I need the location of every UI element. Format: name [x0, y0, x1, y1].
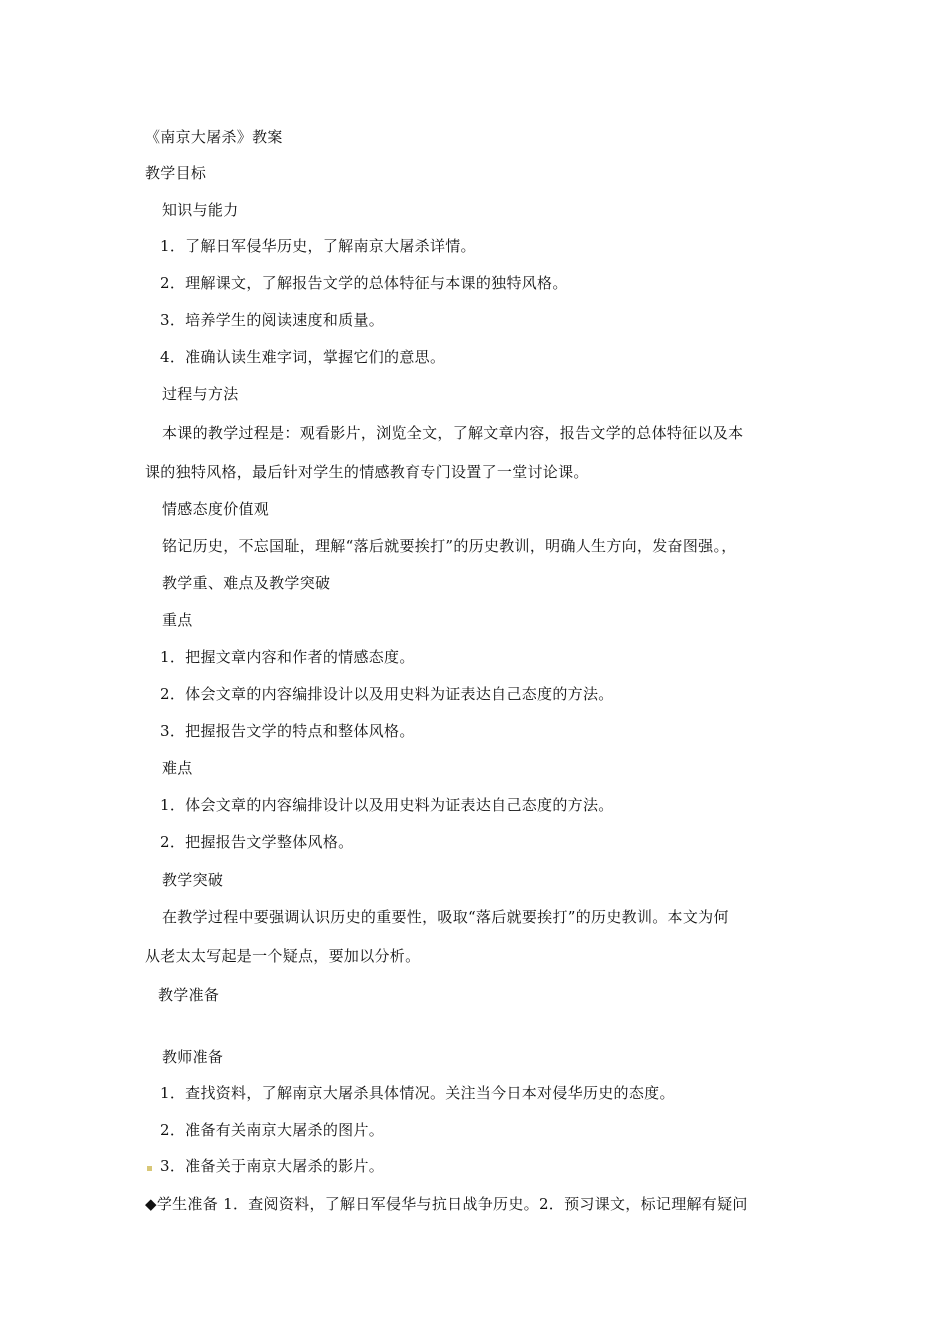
goals-heading: 教学目标 — [145, 164, 207, 182]
difficult-point-item-2: 2．把握报告文学整体风格。 — [160, 833, 354, 851]
knowledge-item-1: 1．了解日军侵华历史，了解南京大屠杀详情。 — [160, 237, 476, 255]
key-point-item-1: 1．把握文章内容和作者的情感态度。 — [160, 648, 415, 666]
knowledge-item-3: 3．培养学生的阅读速度和质量。 — [160, 311, 385, 329]
key-point-item-3: 3．把握报告文学的特点和整体风格。 — [160, 722, 415, 740]
breakthrough-heading: 教学突破 — [162, 871, 224, 889]
teacher-prep-heading: 教师准备 — [162, 1048, 224, 1066]
key-points-heading: 重点 — [162, 611, 193, 629]
breakthrough-paragraph-line-2: 从老太太写起是一个疑点，要加以分析。 — [145, 947, 421, 965]
prep-heading: 教学准备 — [158, 986, 220, 1004]
student-prep-line: ◆学生准备 1．查阅资料，了解日军侵华与抗日战争历史。2．预习课文，标记理解有疑问 — [145, 1195, 748, 1213]
emotion-heading: 情感态度价值观 — [162, 500, 270, 518]
knowledge-item-4: 4．准确认读生难字词，掌握它们的意思。 — [160, 348, 446, 366]
key-difficult-heading: 教学重、难点及教学突破 — [162, 574, 331, 592]
emotion-paragraph: 铭记历史，不忘国耻，理解“落后就要挨打”的历史教训，明确人生方向，发奋图强。， — [162, 537, 737, 555]
knowledge-item-2: 2．理解课文，了解报告文学的总体特征与本课的独特风格。 — [160, 274, 568, 292]
process-paragraph-line-1: 本课的教学过程是：观看影片，浏览全文，了解文章内容，报告文学的总体特征以及本 — [162, 424, 744, 442]
breakthrough-paragraph-line-1: 在教学过程中要强调认识历史的重要性，吸取“落后就要挨打”的历史教训。本文为何 — [162, 908, 729, 926]
teacher-prep-item-3: 3．准备关于南京大屠杀的影片。 — [160, 1157, 385, 1175]
teacher-prep-item-1: 1．查找资料，了解南京大屠杀具体情况。关注当今日本对侵华历史的态度。 — [160, 1084, 675, 1102]
process-heading: 过程与方法 — [162, 385, 239, 403]
difficult-points-heading: 难点 — [162, 759, 193, 777]
knowledge-heading: 知识与能力 — [162, 201, 239, 219]
document-title: 《南京大屠杀》教案 — [145, 128, 283, 146]
square-bullet-icon — [147, 1166, 152, 1171]
teacher-prep-item-2: 2．准备有关南京大屠杀的图片。 — [160, 1121, 385, 1139]
key-point-item-2: 2．体会文章的内容编排设计以及用史料为证表达自己态度的方法。 — [160, 685, 614, 703]
difficult-point-item-1: 1．体会文章的内容编排设计以及用史料为证表达自己态度的方法。 — [160, 796, 614, 814]
process-paragraph-line-2: 课的独特风格，最后针对学生的情感教育专门设置了一堂讨论课。 — [145, 463, 589, 481]
